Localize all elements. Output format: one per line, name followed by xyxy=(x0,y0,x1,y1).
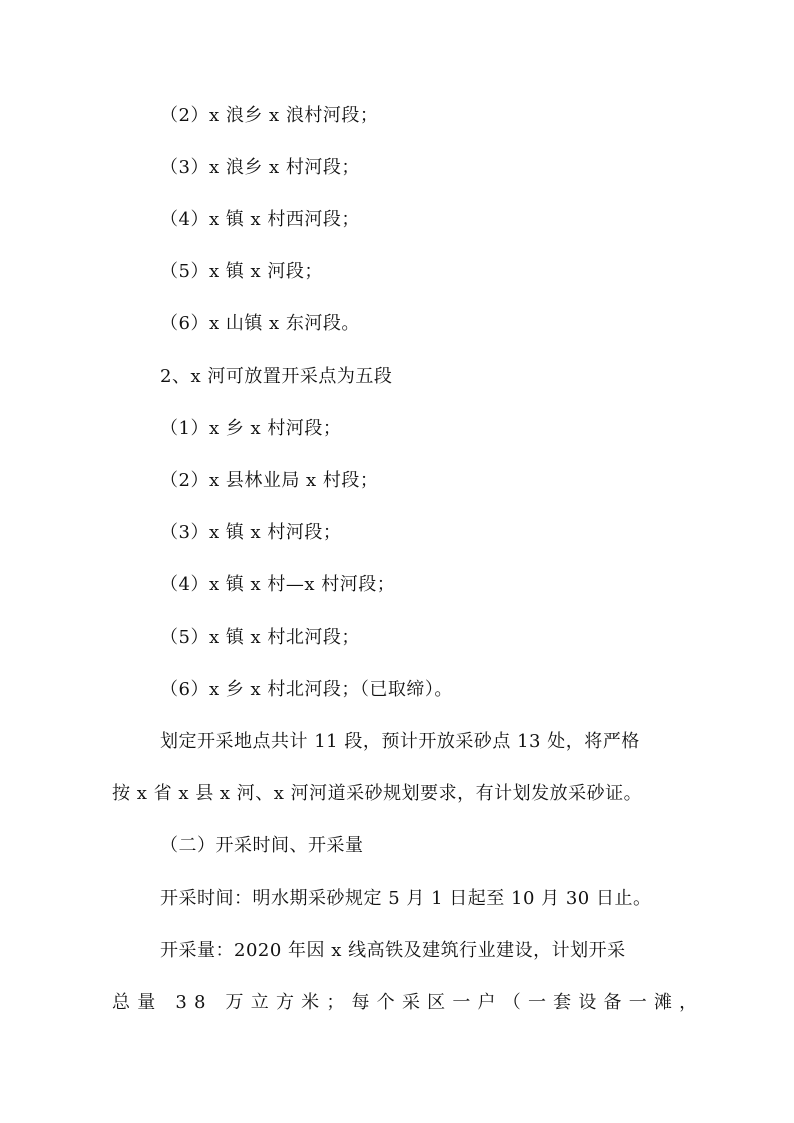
list-item: （4）x 镇 x 村—x 村河段； xyxy=(160,574,396,595)
paragraph-line: 按 x 省 x 县 x 河、x 河河道采砂规划要求，有计划发放采砂证。 xyxy=(112,783,643,804)
paragraph-line: 开采时间：明水期采砂规定 5 月 1 日起至 10 月 30 日止。 xyxy=(160,888,652,909)
list-item: （2）x 县林业局 x 村段； xyxy=(160,470,379,491)
list-item: （1）x 乡 x 村河段； xyxy=(160,418,342,439)
list-item: （3）x 镇 x 村河段； xyxy=(160,522,342,543)
paragraph-line: 划定开采地点共计 11 段，预计开放采砂点 13 处，将严格 xyxy=(160,731,640,752)
list-item: （2）x 浪乡 x 浪村河段； xyxy=(160,105,379,126)
paragraph-line: 总量 38 万立方米；每个采区一户（一套设备一滩， xyxy=(112,992,705,1013)
list-item: （6）x 山镇 x 东河段。 xyxy=(160,313,360,334)
list-item: （3）x 浪乡 x 村河段； xyxy=(160,157,360,178)
paragraph-line: 开采量：2020 年因 x 线高铁及建筑行业建设，计划开采 xyxy=(160,940,626,961)
section-heading: 2、x 河可放置开采点为五段 xyxy=(160,366,393,387)
list-item: （5）x 镇 x 村北河段； xyxy=(160,627,360,648)
list-item: （6）x 乡 x 村北河段；（已取缔）。 xyxy=(160,679,453,700)
list-item: （4）x 镇 x 村西河段； xyxy=(160,209,360,230)
list-item: （5）x 镇 x 河段； xyxy=(160,261,323,282)
section-heading: （二）开采时间、开采量 xyxy=(160,835,364,856)
